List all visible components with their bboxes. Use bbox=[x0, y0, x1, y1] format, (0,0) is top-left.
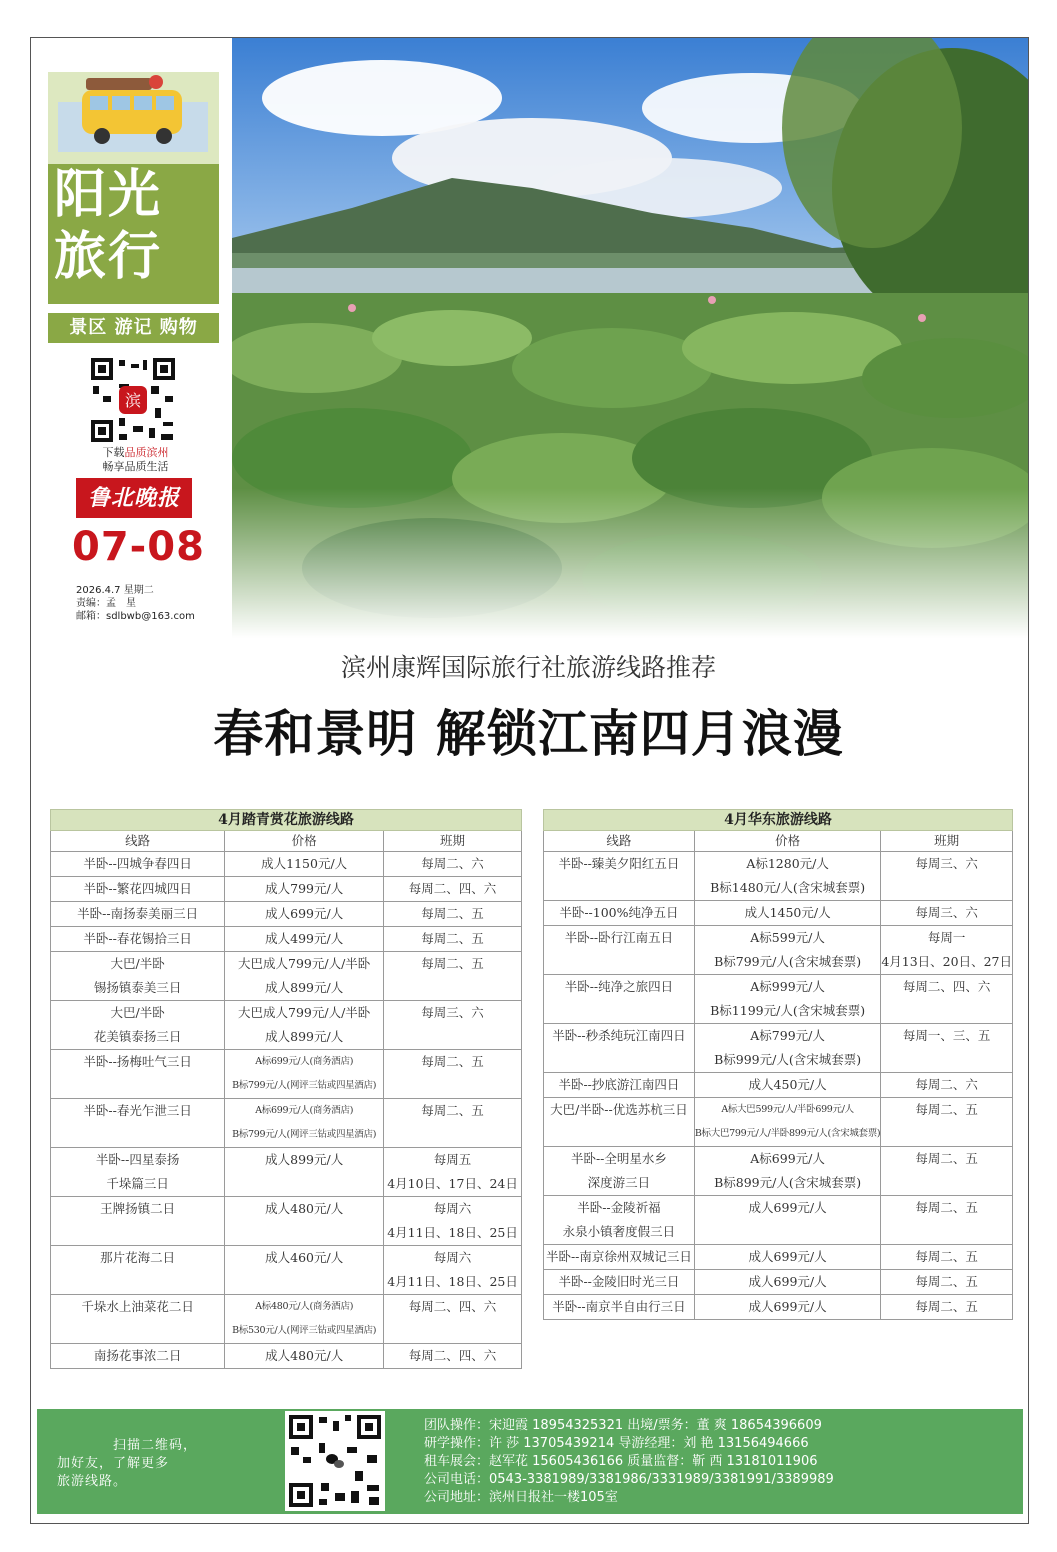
schedule-text: 每周二、五 bbox=[915, 1102, 978, 1117]
route-text: 半卧--四城争春四日 bbox=[83, 856, 192, 871]
cell-price bbox=[225, 1295, 384, 1344]
table-row bbox=[51, 1197, 522, 1246]
table-row bbox=[51, 1295, 522, 1344]
cell-price bbox=[694, 1245, 880, 1270]
cell-route bbox=[544, 1147, 695, 1196]
route-text: 千垛水上油菜花二日 bbox=[81, 1299, 194, 1314]
price-text: 成人450元/人 bbox=[748, 1077, 827, 1092]
route-text: 那片花海二日 bbox=[100, 1250, 176, 1265]
schedule-text: 每周三、六 bbox=[915, 905, 978, 920]
page-numbers: 07-08 bbox=[72, 524, 205, 570]
schedule-text: 每周二、四、六 bbox=[408, 1299, 497, 1314]
issue-meta bbox=[76, 584, 216, 623]
table-row bbox=[51, 1050, 522, 1099]
cell-route bbox=[544, 1270, 695, 1295]
cell-schedule bbox=[881, 1295, 1013, 1320]
schedule-text: 每周二、五 bbox=[915, 1200, 978, 1215]
lotus-pond-photo bbox=[232, 38, 1028, 638]
cell-price bbox=[694, 1024, 880, 1073]
cell-route bbox=[544, 852, 695, 901]
cell-schedule bbox=[881, 975, 1013, 1024]
price-text: 大巴成人799元/人/半卧 bbox=[238, 956, 371, 971]
cell-route bbox=[51, 1148, 225, 1197]
price-text: 成人480元/人 bbox=[265, 1201, 344, 1216]
column-header: 价格 bbox=[225, 831, 384, 852]
schedule-text: 每周三、六 bbox=[421, 1005, 484, 1020]
cell-price bbox=[225, 952, 384, 1001]
price-text: 成人899元/人 bbox=[265, 1029, 344, 1044]
cell-schedule bbox=[384, 1246, 522, 1295]
spring-flower-routes-table bbox=[50, 809, 522, 1369]
cell-schedule bbox=[881, 1024, 1013, 1073]
cell-schedule bbox=[384, 1344, 522, 1369]
cell-route bbox=[51, 952, 225, 1001]
cell-route bbox=[51, 1295, 225, 1344]
wechat-qr-code[interactable] bbox=[285, 1411, 385, 1511]
schedule-text: 每周二、四、六 bbox=[408, 1348, 497, 1363]
price-text: 成人480元/人 bbox=[265, 1348, 344, 1363]
schedule-text: 4月10日、17日、24日 bbox=[387, 1176, 518, 1191]
cell-schedule bbox=[881, 1270, 1013, 1295]
route-text: 半卧--四星泰扬 bbox=[95, 1152, 180, 1167]
table-row bbox=[51, 927, 522, 952]
route-text: 半卧--100%纯净五日 bbox=[559, 905, 679, 920]
price-text: A标999元/人 bbox=[750, 979, 825, 994]
cell-route bbox=[51, 927, 225, 952]
table-row bbox=[544, 975, 1013, 1024]
cell-schedule bbox=[384, 1050, 522, 1099]
table-row bbox=[544, 1295, 1013, 1320]
cell-price bbox=[694, 1196, 880, 1245]
column-header: 班期 bbox=[384, 831, 522, 852]
schedule-text: 每周五 bbox=[433, 1152, 472, 1167]
route-text: 半卧--抄底游江南四日 bbox=[558, 1077, 680, 1092]
schedule-text: 每周二、五 bbox=[915, 1249, 978, 1264]
issue-date: 2026.4.7 星期二 bbox=[76, 585, 154, 596]
section-tags: 景区 游记 购物 bbox=[48, 313, 219, 343]
price-text: 成人699元/人 bbox=[748, 1274, 827, 1289]
cell-price bbox=[225, 1197, 384, 1246]
cell-schedule bbox=[881, 1245, 1013, 1270]
cell-schedule bbox=[881, 901, 1013, 926]
route-text: 南扬花事浓二日 bbox=[93, 1348, 182, 1363]
price-text: B标大巴799元/人/半卧899元/人(含宋城套票) bbox=[694, 1128, 881, 1139]
table-row bbox=[51, 1001, 522, 1050]
cell-route bbox=[51, 1099, 225, 1148]
cell-route bbox=[544, 1295, 695, 1320]
cell-schedule bbox=[384, 1197, 522, 1246]
schedule-text: 每周二、五 bbox=[421, 906, 484, 921]
schedule-text: 每周一 bbox=[927, 930, 966, 945]
table-row bbox=[51, 952, 522, 1001]
cell-schedule bbox=[881, 926, 1013, 975]
price-text: A标799元/人 bbox=[750, 1028, 825, 1043]
schedule-text: 每周二、四、六 bbox=[408, 881, 497, 896]
cell-schedule bbox=[384, 1001, 522, 1050]
route-text: 半卧--秒杀纯玩江南四日 bbox=[552, 1028, 686, 1043]
route-text: 大巴/半卧--优选苏杭三日 bbox=[550, 1102, 688, 1117]
column-header: 线路 bbox=[544, 831, 695, 852]
article-subtitle: 滨州康辉国际旅行社旅游线路推荐 bbox=[340, 653, 716, 682]
route-text: 半卧--南京徐州双城记三日 bbox=[545, 1249, 692, 1264]
footer-qr-caption: 扫描二维码， 加好友，了解更多 旅游线路。 bbox=[57, 1438, 198, 1489]
table-row bbox=[51, 852, 522, 877]
cell-schedule bbox=[384, 952, 522, 1001]
route-text: 永泉小镇奢度假三日 bbox=[562, 1224, 676, 1239]
price-text: 成人1150元/人 bbox=[261, 856, 348, 871]
price-text: A标480元/人(商务酒店) bbox=[255, 1301, 354, 1312]
route-text: 深度游三日 bbox=[587, 1175, 651, 1190]
cell-route bbox=[544, 926, 695, 975]
cell-price bbox=[225, 1050, 384, 1099]
route-text: 半卧--春光乍泄三日 bbox=[83, 1103, 192, 1118]
cell-schedule bbox=[384, 1295, 522, 1344]
schedule-text: 每周一、三、五 bbox=[902, 1028, 991, 1043]
editor: 责编：孟 星 bbox=[76, 598, 136, 609]
schedule-text: 每周二、六 bbox=[915, 1077, 978, 1092]
price-text: B标999元/人(含宋城套票) bbox=[714, 1052, 862, 1067]
cell-schedule bbox=[384, 852, 522, 877]
column-header: 线路 bbox=[51, 831, 225, 852]
schedule-text: 每周二、五 bbox=[421, 1103, 484, 1118]
cell-price bbox=[225, 1246, 384, 1295]
route-text: 大巴/半卧 bbox=[110, 1005, 165, 1020]
table-row bbox=[544, 1270, 1013, 1295]
cell-route bbox=[544, 975, 695, 1024]
schedule-text: 每周二、六 bbox=[421, 856, 484, 871]
price-text: 成人1450元/人 bbox=[744, 905, 831, 920]
cell-price bbox=[225, 1344, 384, 1369]
table-row bbox=[51, 1344, 522, 1369]
route-text: 半卧--南京半自由行三日 bbox=[552, 1299, 686, 1314]
price-text: B标1199元/人(含宋城套票) bbox=[710, 1003, 866, 1018]
cell-route bbox=[51, 1344, 225, 1369]
cell-schedule bbox=[881, 1147, 1013, 1196]
cell-price bbox=[225, 852, 384, 877]
price-text: 成人460元/人 bbox=[265, 1250, 344, 1265]
route-text: 王牌扬镇二日 bbox=[100, 1201, 176, 1216]
cell-price bbox=[225, 877, 384, 902]
route-text: 半卧--纯净之旅四日 bbox=[564, 979, 674, 994]
cell-route bbox=[544, 1098, 695, 1147]
route-text: 半卧--臻美夕阳红五日 bbox=[558, 856, 680, 871]
cell-price bbox=[225, 927, 384, 952]
price-text: B标899元/人(含宋城套票) bbox=[714, 1175, 862, 1190]
route-text: 半卧--金陵祈福 bbox=[577, 1200, 661, 1215]
contact-line: 研学操作：许 莎 13705439214 导游经理：刘 艳 13156494666 bbox=[424, 1436, 809, 1451]
schedule-text: 每周六 bbox=[433, 1201, 472, 1216]
cell-price bbox=[225, 902, 384, 927]
table-row bbox=[544, 1147, 1013, 1196]
column-header: 价格 bbox=[694, 831, 880, 852]
cell-route bbox=[51, 1001, 225, 1050]
section-logo bbox=[48, 72, 219, 304]
price-text: A标大巴599元/人/半卧699元/人 bbox=[721, 1104, 854, 1115]
route-text: 半卧--金陵旧时光三日 bbox=[558, 1274, 680, 1289]
route-text: 半卧--南扬泰美丽三日 bbox=[77, 906, 199, 921]
schedule-text: 每周二、五 bbox=[915, 1299, 978, 1314]
table-caption: 4月华东旅游线路 bbox=[544, 810, 1013, 831]
schedule-text: 每周二、四、六 bbox=[902, 979, 991, 994]
cell-route bbox=[51, 877, 225, 902]
table-row bbox=[544, 1024, 1013, 1073]
cell-price bbox=[225, 1001, 384, 1050]
cell-price bbox=[694, 975, 880, 1024]
price-text: 成人699元/人 bbox=[748, 1200, 827, 1215]
cell-route bbox=[544, 1245, 695, 1270]
cell-route bbox=[544, 901, 695, 926]
cell-route bbox=[51, 1246, 225, 1295]
east-china-routes-table bbox=[543, 809, 1013, 1320]
cell-route bbox=[51, 1197, 225, 1246]
contact-footer bbox=[37, 1409, 1023, 1514]
price-text: 成人799元/人 bbox=[265, 881, 344, 896]
cell-price bbox=[694, 1295, 880, 1320]
section-title: 阳光 旅行 bbox=[54, 165, 163, 287]
price-text: A标699元/人 bbox=[750, 1151, 825, 1166]
contact-line: 租车展会：赵军花 15605436166 质量监督：靳 西 13181011906 bbox=[424, 1454, 818, 1469]
table-row bbox=[51, 877, 522, 902]
cell-price bbox=[225, 1099, 384, 1148]
price-text: A标1280元/人 bbox=[746, 856, 829, 871]
cell-price bbox=[694, 852, 880, 901]
cell-schedule bbox=[881, 1073, 1013, 1098]
route-text: 大巴/半卧 bbox=[110, 956, 165, 971]
table-row bbox=[544, 901, 1013, 926]
cell-price bbox=[694, 926, 880, 975]
price-text: 成人499元/人 bbox=[265, 931, 344, 946]
table-row bbox=[544, 1098, 1013, 1147]
cell-route bbox=[51, 902, 225, 927]
schedule-text: 每周二、五 bbox=[915, 1274, 978, 1289]
route-text: 半卧--扬梅吐气三日 bbox=[83, 1054, 192, 1069]
schedule-text: 4月11日、18日、25日 bbox=[387, 1274, 518, 1289]
cell-price bbox=[694, 901, 880, 926]
contact-line: 公司地址：滨州日报社一楼105室 bbox=[424, 1490, 618, 1505]
price-text: 成人899元/人 bbox=[265, 980, 344, 995]
table-row bbox=[544, 1196, 1013, 1245]
route-text: 锡扬镇泰美三日 bbox=[93, 980, 182, 995]
schedule-text: 每周三、六 bbox=[915, 856, 978, 871]
price-text: A标699元/人(商务酒店) bbox=[255, 1105, 354, 1116]
price-text: 成人899元/人 bbox=[265, 1152, 344, 1167]
newspaper-logo: 鲁北晚报 bbox=[76, 478, 192, 518]
cell-schedule bbox=[384, 877, 522, 902]
contact-list bbox=[424, 1417, 834, 1507]
table-row bbox=[51, 902, 522, 927]
cell-price bbox=[694, 1098, 880, 1147]
schedule-text: 4月13日、20日、27日 bbox=[881, 954, 1012, 969]
cell-route bbox=[51, 1050, 225, 1099]
email: 邮箱：sdlbwb@163.com bbox=[76, 611, 195, 622]
travel-van-illustration bbox=[48, 72, 219, 164]
price-text: A标699元/人(商务酒店) bbox=[255, 1056, 354, 1067]
column-header: 班期 bbox=[881, 831, 1013, 852]
cell-route bbox=[544, 1196, 695, 1245]
article-title: 春和景明 解锁江南四月浪漫 bbox=[213, 704, 844, 763]
table-row bbox=[51, 1148, 522, 1197]
table-row bbox=[544, 926, 1013, 975]
cell-route bbox=[544, 1024, 695, 1073]
svg-text:滨: 滨 bbox=[124, 391, 142, 410]
price-text: B标799元/人(含宋城套票) bbox=[714, 954, 862, 969]
cell-route bbox=[51, 852, 225, 877]
table-row bbox=[51, 1246, 522, 1295]
cell-price bbox=[694, 1073, 880, 1098]
cell-price bbox=[225, 1148, 384, 1197]
cell-schedule bbox=[881, 1098, 1013, 1147]
price-text: B标1480元/人(含宋城套票) bbox=[710, 880, 866, 895]
schedule-text: 每周二、五 bbox=[421, 1054, 484, 1069]
cell-schedule bbox=[384, 902, 522, 927]
price-text: B标799元/人(网评三钻或四星酒店) bbox=[232, 1129, 377, 1140]
price-text: B标799元/人(网评三钻或四星酒店) bbox=[232, 1080, 377, 1091]
schedule-text: 4月11日、18日、25日 bbox=[387, 1225, 518, 1240]
route-text: 千垛篇三日 bbox=[106, 1176, 169, 1191]
table-row bbox=[544, 1073, 1013, 1098]
cell-schedule bbox=[881, 1196, 1013, 1245]
price-text: 成人699元/人 bbox=[748, 1299, 827, 1314]
schedule-text: 每周六 bbox=[433, 1250, 472, 1265]
table-row bbox=[51, 1099, 522, 1148]
cell-price bbox=[694, 1270, 880, 1295]
price-text: 成人699元/人 bbox=[265, 906, 344, 921]
app-qr-code[interactable] bbox=[89, 356, 177, 444]
route-text: 花美镇泰扬三日 bbox=[93, 1029, 182, 1044]
route-text: 半卧--繁花四城四日 bbox=[83, 881, 192, 896]
price-text: 大巴成人799元/人/半卧 bbox=[238, 1005, 371, 1020]
table-caption: 4月踏青赏花旅游线路 bbox=[51, 810, 522, 831]
schedule-text: 每周二、五 bbox=[915, 1151, 978, 1166]
cell-schedule bbox=[881, 852, 1013, 901]
cell-price bbox=[694, 1147, 880, 1196]
schedule-text: 每周二、五 bbox=[421, 956, 484, 971]
table-row bbox=[544, 1245, 1013, 1270]
cell-schedule bbox=[384, 927, 522, 952]
table-row bbox=[544, 852, 1013, 901]
cell-route bbox=[544, 1073, 695, 1098]
contact-line: 团队操作：宋迎霞 18954325321 出境/票务：董 爽 18654396609 bbox=[424, 1418, 822, 1433]
route-text: 半卧--卧行江南五日 bbox=[564, 930, 674, 945]
price-text: 成人699元/人 bbox=[748, 1249, 827, 1264]
price-text: B标530元/人(网评三钻或四星酒店) bbox=[232, 1325, 377, 1336]
price-text: A标599元/人 bbox=[750, 930, 825, 945]
schedule-text: 每周二、五 bbox=[421, 931, 484, 946]
contact-line: 公司电话：0543-3381989/3381986/3331989/3381991/3389989 bbox=[424, 1472, 834, 1487]
app-download-caption: 下载品质滨州 畅享品质生活 bbox=[102, 446, 169, 473]
cell-schedule bbox=[384, 1099, 522, 1148]
route-text: 半卧--春花锡拾三日 bbox=[83, 931, 192, 946]
route-text: 半卧--全明星水乡 bbox=[570, 1151, 667, 1166]
cell-schedule bbox=[384, 1148, 522, 1197]
